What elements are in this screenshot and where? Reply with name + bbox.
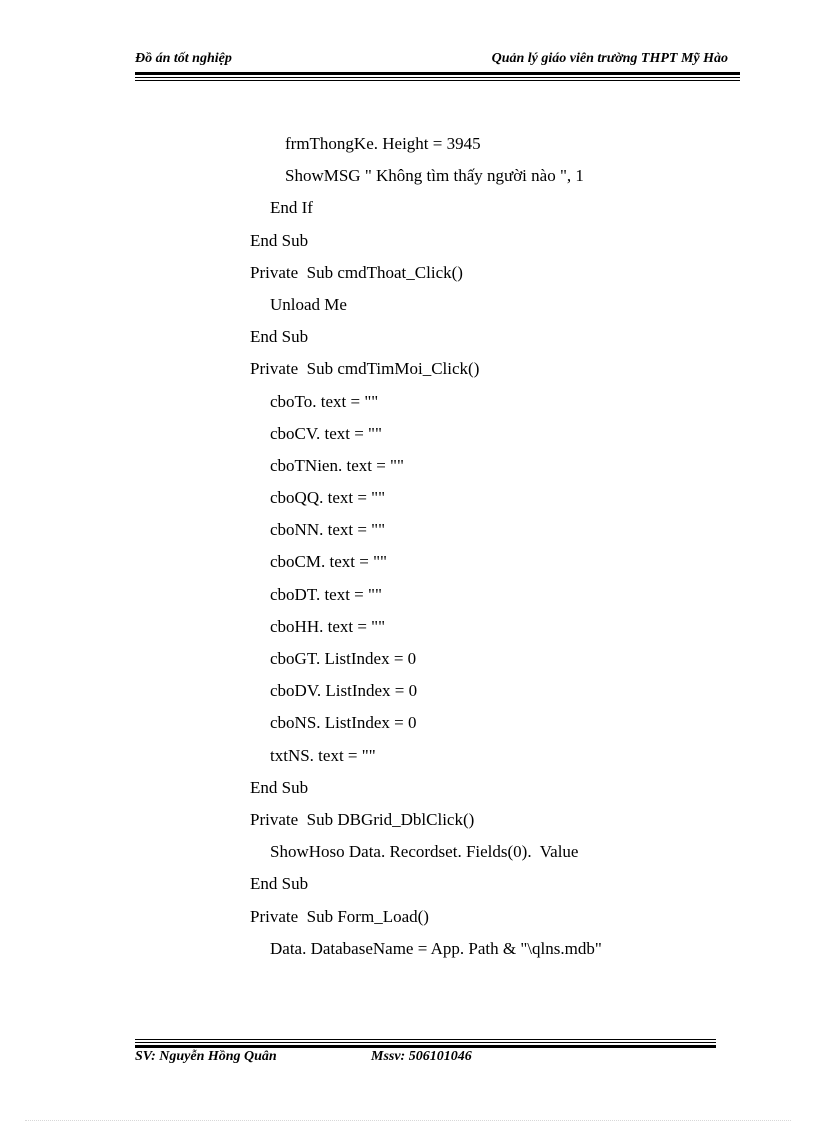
code-line: Unload Me bbox=[270, 294, 347, 314]
header-left-title: Đồ án tốt nghiệp bbox=[135, 51, 232, 66]
code-line: Private Sub cmdThoat_Click() bbox=[250, 262, 463, 282]
code-line: End Sub bbox=[250, 874, 309, 894]
code-line: cboCM. text = "" bbox=[270, 552, 387, 572]
code-line: cboQQ. text = "" bbox=[270, 488, 386, 508]
footer-student-name: SV: Nguyễn Hồng Quân bbox=[135, 1049, 277, 1064]
header-right-title: Quản lý giáo viên trường THPT Mỹ Hào bbox=[491, 51, 728, 66]
header-rule bbox=[135, 72, 740, 75]
code-line: Data. DatabaseName = App. Path & "\qlns.mdb" bbox=[270, 938, 602, 958]
code-line: cboNS. ListIndex = 0 bbox=[270, 713, 417, 733]
code-line: End Sub bbox=[250, 327, 309, 347]
footer-student-id: Mssv: 506101046 bbox=[371, 1049, 472, 1064]
code-line: cboNN. text = "" bbox=[270, 520, 386, 540]
footer-rule bbox=[135, 1039, 716, 1040]
page-bottom-edge bbox=[25, 1120, 791, 1121]
code-line: End Sub bbox=[250, 777, 309, 797]
code-line: cboDT. text = "" bbox=[270, 584, 382, 604]
code-line: cboDV. ListIndex = 0 bbox=[270, 681, 418, 701]
code-line: Private Sub Form_Load() bbox=[250, 906, 429, 926]
code-line: cboGT. ListIndex = 0 bbox=[270, 649, 417, 668]
code-listing bbox=[250, 128, 770, 965]
code-line: Private Sub cmdTimMoi_Click() bbox=[250, 359, 480, 379]
code-line: cboCV. text = "" bbox=[270, 423, 382, 443]
code-line: Private Sub DBGrid_DblClick() bbox=[250, 809, 475, 829]
header-rule bbox=[135, 80, 740, 81]
code-line: End If bbox=[270, 198, 313, 218]
code-line: End Sub bbox=[250, 230, 309, 250]
code-line: txtNS. text = "" bbox=[270, 745, 376, 765]
footer-rule bbox=[135, 1042, 716, 1043]
code-line: cboTNien. text = "" bbox=[270, 455, 404, 475]
code-line: ShowMSG " Không tìm thấy người nào ", 1 bbox=[285, 166, 584, 186]
header-rule bbox=[135, 77, 740, 78]
code-line: cboHH. text = "" bbox=[270, 616, 386, 636]
code-line: ShowHoso Data. Recordset. Fields(0). Value bbox=[270, 842, 579, 862]
footer-rule bbox=[135, 1045, 716, 1048]
code-line: frmThongKe. Height = 3945 bbox=[285, 134, 481, 153]
code-line: cboTo. text = "" bbox=[270, 391, 379, 411]
